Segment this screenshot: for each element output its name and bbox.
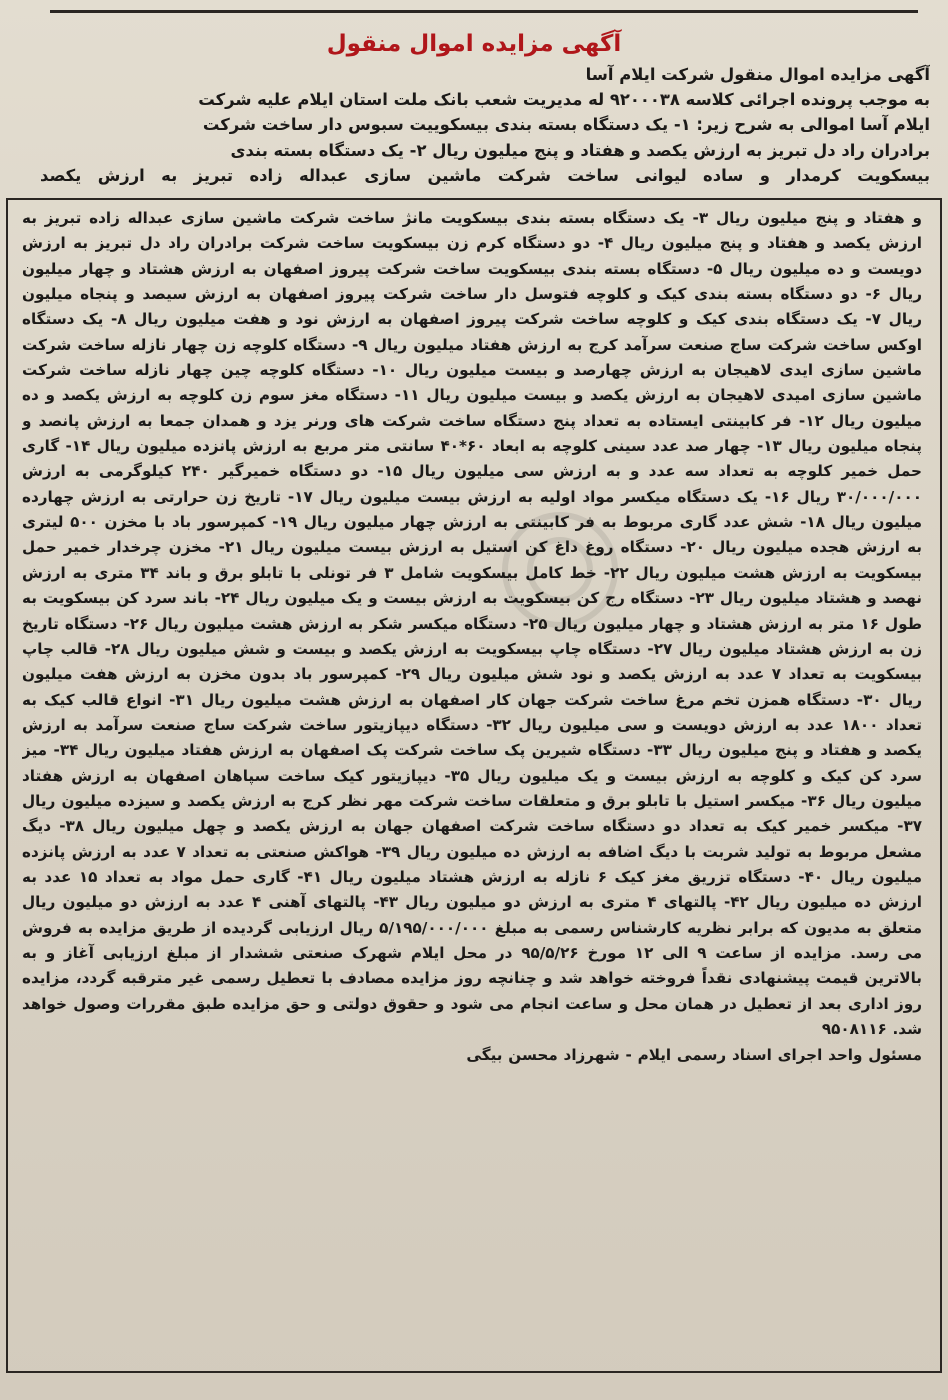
intro-line: ایلام آسا اموالی به شرح زیر: ۱- یک دستگاه بسته بندی بیسکوییت سبوس دار ساخت شرکت — [202, 115, 930, 135]
intro-line: بیسکویت کرمدار و ساده لیوانی ساخت شرکت ماشین سازی عبداله زاده تبریز به ارزش یکصد — [40, 165, 930, 185]
notice-body-text: و هفتاد و پنج میلیون ریال ۳- یک دستگاه بسته بندی بیسکویت مانژ ساخت شرکت ماشین سازی عبداله زاده تبریز به ارزش یکصد و هفتاد و پنج میلیون ریال ۴- دو دستگاه کرم زن بیسکویت ساخت شرکت برادران راد دل تبریز به ارزش دویست و ده میلیون ریال ۵- دستگاه بسته بندی بیسکویت ساخت شرکت پیروز اصفهان به ارزش هشتاد و چهار میلیون ریال ۶- دو دستگاه بسته بندی کیک و کلوچه فتوسل دار ساخت شرکت پیروز اصفهان به ارزش سیصد و پنجاه میلیون ریال ۷- یک دستگاه بندی کیک و کلوچه ساخت شرکت پیروز اصفهان به ارزش نود و هفت میلیون ریال ۸- یک دستگاه اوکس ساخت شرکت ساج صنعت سرآمد کرج به ارزش هفتاد میلیون ریال ۹- دستگاه کلوچه زن چهار نازله ساخت شرکت ماشین سازی ایدی لاهیجان به ارزش چهارصد و بیست میلیون ریال ۱۰- دستگاه کلوچه چین چهار نازله ساخت شرکت ماشین سازی امیدی لاهیجان به ارزش یکصد و بیست میلیون ریال ۱۱- دستگاه مغز سوم زن کلوچه به ارزش یکصد و ده میلیون ریال ۱۲- فر کابینتی ایستاده به تعداد پنج دستگاه ساخت شرکت های ورنر یزد و همدان جمعا به ارزش پانصد و پنجاه میلیون ریال ۱۳- چهار صد عدد سینی کلوچه به ابعاد ۶۰*۴۰ سانتی متر مربع به ارزش پانزده میلیون ریال ۱۴- گاری حمل خمیر کلوچه به تعداد سه عدد و به ارزش سی میلیون ریال ۱۵- دو دستگاه خمیرگیر ۲۴۰ کیلوگرمی به ارزش ۳۰/۰۰۰/۰۰۰ ریال ۱۶- یک دستگاه میکسر مواد اولیه به ارزش بیست میلیون ریال ۱۷- تاریخ زن حرارتی به ارزش چهارده میلیون ریال ۱۸- شش عدد گاری مربوط به فر کابینتی به ارزش چهار میلیون ریال ۱۹- کمپرسور باد با مخزن ۵۰۰ لیتری به ارزش هجده میلیون ریال ۲۰- دستگاه روغ داغ کن استیل به ارزش بیست میلیون ریال ۲۱- مخزن چرخدار خمیر حمل بیسکویت به ارزش هشت میلیون ریال ۲۲- خط کامل بیسکویت شامل ۳ فر تونلی با تابلو برق و باند ۳۴ متری به ارزش نهصد و هشتاد میلیون ریال ۲۳- دستگاه رج کن بیسکویت به ارزش بیست و یک میلیون ریال ۲۴- باند سرد کن بیسکویت به طول ۱۶ متر به ارزش هشتاد و چهار میلیون ریال ۲۵- دستگاه میکسر شکر به ارزش هشت میلیون ریال ۲۶- دستگاه تاریخ زن به ارزش هشتاد میلیون ریال ۲۷- دستگاه چاپ بیسکویت به ارزش یکصد و بیست و شش میلیون ریال ۲۸- قالب چاپ بیسکویت به تعداد ۷ عدد به ارزش یکصد و نود شش میلیون ریال ۲۹- کمپرسور باد بدون مخزن به ارزش هفت میلیون ریال ۳۰- دستگاه همزن تخم مرغ ساخت شرکت جهان کار اصفهان به ارزش هشت میلیون ریال ۳۱- انواع قالب کیک به تعداد ۱۸۰۰ عدد به ارزش دویست و سی میلیون ریال ۳۲- دستگاه دیپازیتور ساخت شرکت ساج صنعت سرآمد به ارزش یکصد و هفتاد و پنج میلیون ریال ۳۳- دستگاه شیرین پک ساخت شرکت پک اصفهان به ارزش هفتاد میلیون ریال ۳۴- میز سرد کن کیک و کلوچه به ارزش بیست و یک میلیون ریال ۳۵- دیپازیتور کیک ساخت سپاهان اصفهان به ارزش هفتاد میلیون ریال ۳۶- میکسر استیل با تابلو برق و متعلقات ساخت شرکت مهر نظر کرج به ارزش یکصد و سیزده میلیون ریال ۳۷- میکسر خمیر کیک به تعداد دو دستگاه ساخت شرکت اصفهان جهان به ارزش یکصد و چهل میلیون ریال ۳۸- دیگ مشعل مربوط به تولید شربت با دیگ اضافه به ارزش ده میلیون ریال ۳۹- هواکش صنعتی به تعداد ۷ عدد به ارزش پانزده میلیون ریال ۴۰- دستگاه تزریق مغز کیک ۶ نازله به ارزش هشتاد میلیون ریال ۴۱- گاری حمل مواد به تعداد ۱۵ عدد به ارزش ده میلیون ریال ۴۲- پالتهای ۴ متری به ارزش دو میلیون ریال ۴۳- پالتهای آهنی ۴ عدد به ارزش دو میلیون ریال متعلق به مدیون که برابر نظریه کارشناس رسمی به مبلغ ۵/۱۹۵/۰۰۰/۰۰۰ ریال ارزیابی گردیده از طریق مزایده به فروش می رسد. مزایده از ساعت ۹ الی ۱۲ مورخ ۹۵/۵/۲۶ در محل ایلام شهرک صنعتی ششدار از مبلغ ارزیابی آغاز و به بالاترین قیمت پیشنهادی نقداً فروخته خواهد شد و چنانچه روز مزایده مصادف با تعطیل رسمی غیر مترقبه گردد، مزایده روز اداری بعد از تعطیل در همان محل و ساعت انجام می شود و حقوق دولتی و حق مزایده طبق مقررات وصول خواهد شد. ۹۵۰۸۱۱۶ — [22, 209, 922, 1038]
notice-body — [22, 206, 922, 1366]
intro-line: برادران راد دل تبریز به ارزش یکصد و هفتاد و پنج میلیون ریال ۲- یک دستگاه بسته بندی — [230, 140, 930, 160]
notice-title: آگهی مزایده اموال منقول — [326, 31, 622, 57]
intro-line-subject: آگهی مزایده اموال منقول شرکت ایلام آسا — [585, 65, 930, 84]
top-rule — [50, 10, 918, 13]
notice-intro — [40, 62, 930, 190]
intro-line: به موجب پرونده اجرائی کلاسه ۹۲۰۰۰۳۸ له مدیریت شعب بانک ملت استان ایلام علیه شرکت — [198, 90, 930, 110]
notice-signature: مسئول واحد اجرای اسناد رسمی ایلام - شهرزاد محسن بیگی — [466, 1046, 922, 1065]
